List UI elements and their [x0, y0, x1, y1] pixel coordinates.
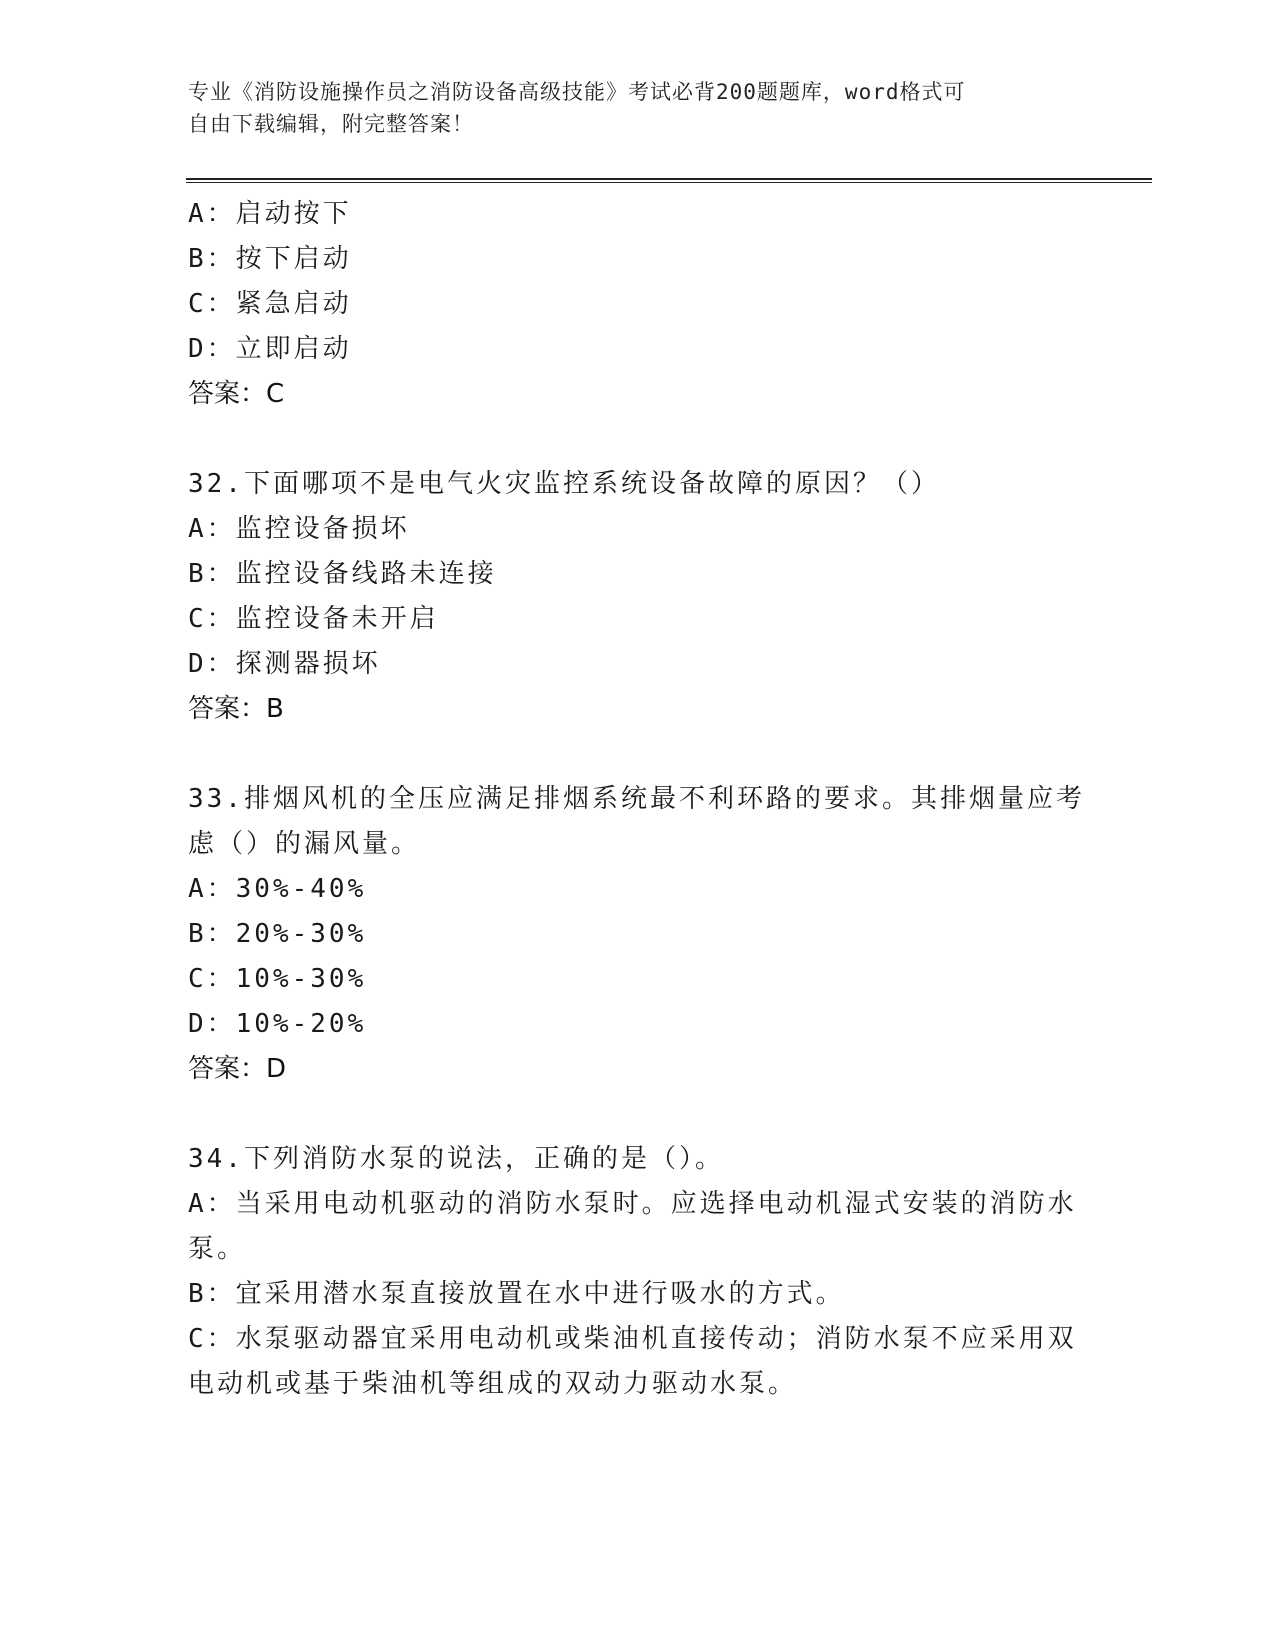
q34-question: 34.下列消防水泵的说法，正确的是（）。 [188, 1144, 724, 1174]
q34-option-a-line-1: A：当采用电动机驱动的消防水泵时。应选择电动机湿式安装的消防水 [188, 1189, 1077, 1219]
q33-option-b: B：20%-30% [188, 919, 367, 949]
q34-option-b: B：宜采用潜水泵直接放置在水中进行吸水的方式。 [188, 1279, 845, 1309]
q32-question: 32.下面哪项不是电气火灾监控系统设备故障的原因？（） [188, 469, 940, 499]
q33-question-line-1: 33.排烟风机的全压应满足排烟系统最不利环路的要求。其排烟量应考 [188, 784, 1085, 814]
q34-option-a-line-2: 泵。 [188, 1234, 247, 1264]
q32-answer: 答案：B [188, 694, 284, 724]
q31-option-d: D：立即启动 [188, 334, 352, 364]
question-33 [188, 777, 1088, 1092]
q34-option-c-line-1: C：水泵驱动器宜采用电动机或柴油机直接传动；消防水泵不应采用双 [188, 1324, 1077, 1354]
header-line-2: 自由下载编辑，附完整答案！ [188, 112, 474, 136]
q33-option-c: C：10%-30% [188, 964, 367, 994]
q33-option-d: D：10%-20% [188, 1009, 367, 1039]
header-line-1: 专业《消防设施操作员之消防设备高级技能》考试必背200题题库，word格式可 [188, 80, 966, 104]
q32-option-d: D：探测器损坏 [188, 649, 381, 679]
q32-option-c: C：监控设备未开启 [188, 604, 439, 634]
q31-answer: 答案：C [188, 379, 285, 409]
q33-question-line-2: 虑（）的漏风量。 [188, 829, 421, 859]
question-34 [188, 1137, 1088, 1407]
q31-option-c: C：紧急启动 [188, 289, 352, 319]
q31-option-a: A：启动按下 [188, 199, 352, 229]
q33-option-a: A：30%-40% [188, 874, 367, 904]
question-31 [188, 192, 1088, 417]
q33-answer: 答案：D [188, 1054, 287, 1084]
document-body [188, 192, 1088, 1407]
header-divider-thin [186, 182, 1152, 183]
q34-option-c-line-2: 电动机或基于柴油机等组成的双动力驱动水泵。 [188, 1369, 798, 1399]
spacer [188, 732, 1088, 777]
q32-option-a: A：监控设备损坏 [188, 514, 410, 544]
header-divider-thick [186, 178, 1152, 180]
question-32 [188, 462, 1088, 732]
spacer [188, 417, 1088, 462]
spacer [188, 1092, 1088, 1137]
q32-option-b: B：监控设备线路未连接 [188, 559, 497, 589]
q31-option-b: B：按下启动 [188, 244, 352, 274]
document-header [188, 76, 1068, 140]
